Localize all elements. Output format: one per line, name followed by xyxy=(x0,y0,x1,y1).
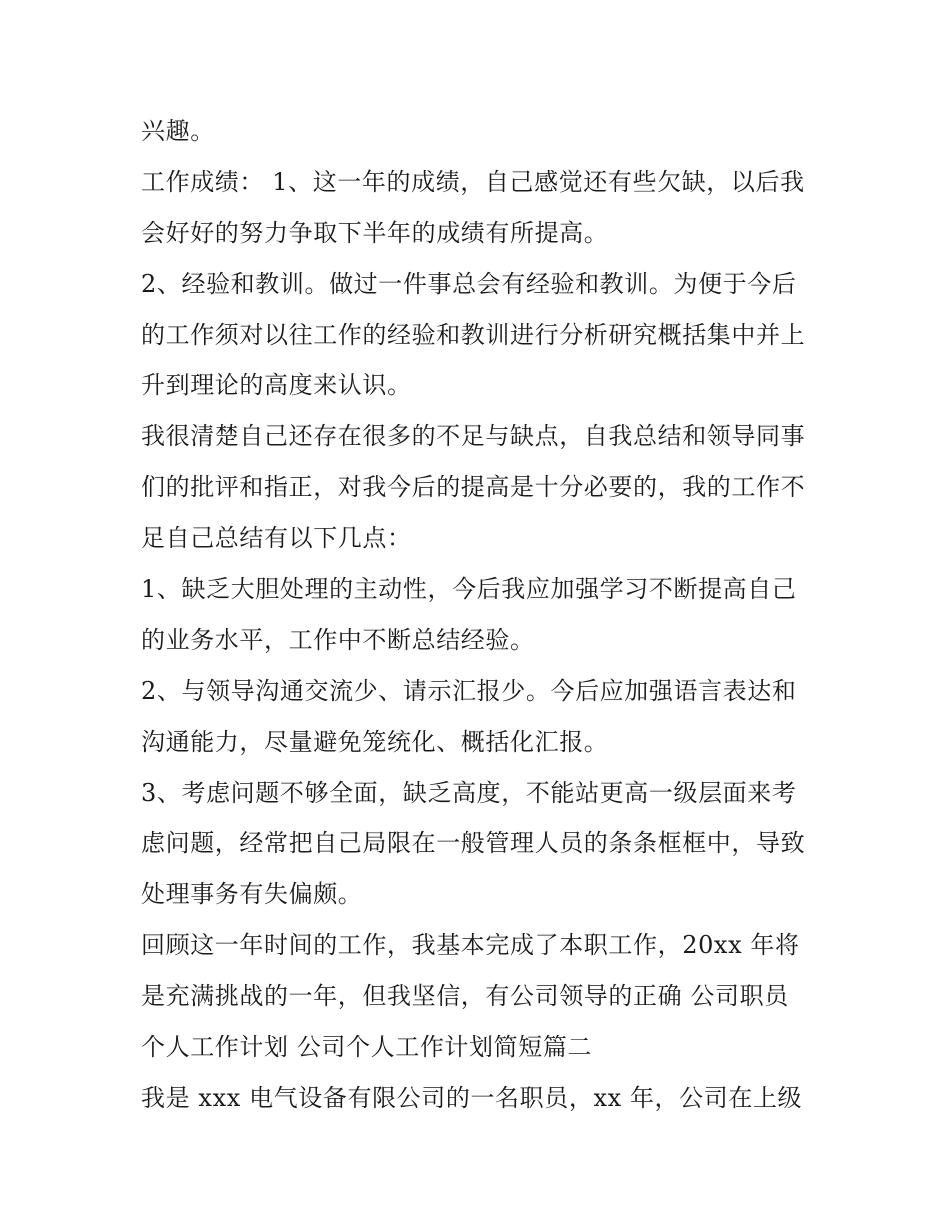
text-line: 处理事务有失偏颇。 xyxy=(141,880,363,909)
text-line: 3、考虑问题不够全面，缺乏高度，不能站更高一级层面来考 xyxy=(141,778,797,807)
text-line: 我很清楚自己还存在很多的不足与缺点，自我总结和领导同事 xyxy=(141,422,806,451)
text-line: 是充满挑战的一年，但我坚信，有公司领导的正确 公司职员 xyxy=(141,982,789,1011)
text-line: 的业务水平，工作中不断总结经验。 xyxy=(141,625,535,654)
text-line: 足自己总结有以下几点： xyxy=(141,524,412,553)
text-line: 升到理论的高度来认识。 xyxy=(141,371,412,400)
document-body xyxy=(141,106,821,1124)
text-line: 工作成绩： 1、这一年的成绩，自己感觉还有些欠缺，以后我 xyxy=(141,167,805,196)
text-line: 兴趣。 xyxy=(141,117,215,145)
text-line: 沟通能力，尽量避免笼统化、概括化汇报。 xyxy=(141,727,609,756)
text-line: 会好好的努力争取下半年的成绩有所提高。 xyxy=(141,218,609,247)
text-line: 我是 xxx 电气设备有限公司的一名职员，xx 年，公司在上级 xyxy=(141,1083,803,1112)
text-line: 2、与领导沟通交流少、请示汇报少。今后应加强语言表达和 xyxy=(141,676,797,705)
text-line: 虑问题，经常把自己局限在一般管理人员的条条框框中，导致 xyxy=(141,829,806,858)
text-line: 2、经验和教训。做过一件事总会有经验和教训。为便于今后 xyxy=(141,269,797,298)
text-line: 个人工作计划 公司个人工作计划简短篇二 xyxy=(141,1033,593,1062)
text-line: 1、缺乏大胆处理的主动性，今后我应加强学习不断提高自己 xyxy=(141,575,797,604)
text-line: 回顾这一年时间的工作，我基本完成了本职工作，20xx 年将 xyxy=(141,931,800,960)
text-line: 们的批评和指正，对我今后的提高是十分必要的，我的工作不 xyxy=(141,473,806,502)
text-line: 的工作须对以往工作的经验和教训进行分析研究概括集中并上 xyxy=(141,320,806,349)
